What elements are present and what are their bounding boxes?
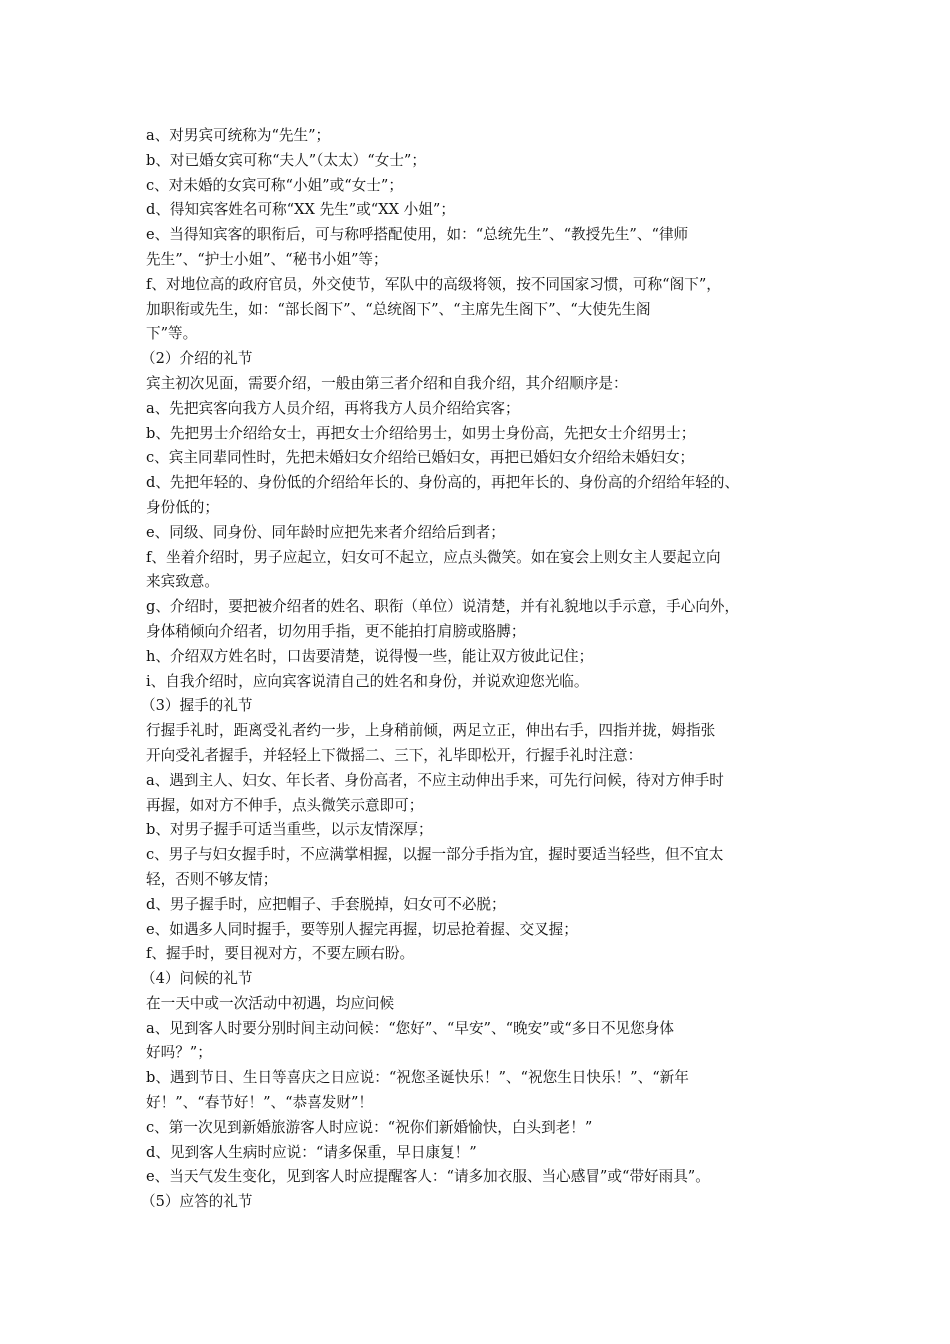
text-line: c、对未婚的女宾可称“小姐”或“女士”；: [146, 176, 403, 194]
section-heading: （3）握手的礼节: [141, 697, 253, 715]
text-line: a、先把宾客向我方人员介绍，再将我方人员介绍给宾客；: [146, 399, 520, 417]
text-line: 轻，否则不够友情；: [146, 870, 278, 888]
text-line: g、介绍时，要把被介绍者的姓名、职衔（单位）说清楚，并有礼貌地以手示意，手心向外，: [146, 598, 740, 616]
section-heading: （5）应答的礼节: [141, 1193, 253, 1211]
text-line: d、先把年轻的、身份低的介绍给年长的、身份高的，再把年长的、身份高的介绍给年轻的、: [146, 474, 740, 492]
text-line: f、握手时，要目视对方，不要左顾右盼。: [146, 945, 415, 963]
text-line: 再握，如对方不伸手，点头微笑示意即可；: [146, 796, 424, 814]
text-line: h、介绍双方姓名时，口齿要清楚，说得慢一些，能让双方彼此记住；: [146, 647, 594, 665]
text-line: 来宾致意。: [146, 573, 219, 591]
text-line: 宾主初次见面，需要介绍，一般由第三者介绍和自我介绍，其介绍顺序是：: [146, 374, 628, 392]
text-line: b、遇到节日、生日等喜庆之日应说：“祝您圣诞快乐！”、“祝您生日快乐！”、“新年: [146, 1069, 689, 1087]
text-line: f、坐着介绍时，男子应起立，妇女可不起立，应点头微笑。如在宴会上则女主人要起立向: [146, 548, 721, 566]
text-line: i、自我介绍时，应向宾客说清自己的姓名和身份，并说欢迎您光临。: [146, 672, 589, 690]
text-line: e、当天气发生变化，见到客人时应提醒客人：“请多加衣服、当心感冒”或“带好雨具”。: [146, 1168, 710, 1186]
text-line: d、男子握手时，应把帽子、手套脱掉，妇女可不必脱；: [146, 895, 506, 913]
document-body: [141, 124, 822, 1215]
text-line: 先生”、“护士小姐”、“秘书小姐”等；: [146, 250, 388, 268]
text-line: 身份低的；: [146, 498, 219, 516]
text-line: 身体稍倾向介绍者，切勿用手指，更不能拍打肩膀或胳膊；: [146, 622, 526, 640]
text-line: 开向受礼者握手，并轻轻上下微摇二、三下，礼毕即松开，行握手礼时注意：: [146, 746, 643, 764]
text-line: c、第一次见到新婚旅游客人时应说：“祝你们新婚愉快，白头到老！”: [146, 1118, 593, 1136]
text-line: b、先把男士介绍给女士，再把女士介绍给男士，如男士身份高，先把女士介绍男士；: [146, 424, 696, 442]
text-line: 在一天中或一次活动中初遇，均应问候: [146, 994, 395, 1012]
text-line: a、对男宾可统称为“先生”；: [146, 127, 331, 144]
text-line: 加职衔或先生，如：“部长阁下”、“总统阁下”、“主席先生阁下”、“大使先生阁: [146, 300, 651, 318]
text-line: c、男子与妇女握手时，不应满掌相握，以握一部分手指为宜，握时要适当轻些，但不宜太: [146, 846, 724, 864]
section-heading: （2）介绍的礼节: [141, 350, 253, 368]
text-line: b、对男子握手可适当重些，以示友情深厚；: [146, 821, 433, 839]
text-line: a、见到客人时要分别时间主动问候：“您好”、“早安”、“晚安”或“多日不见您身体: [146, 1019, 674, 1037]
text-line: 下”等。: [146, 325, 198, 343]
text-line: c、宾主同辈同性时，先把未婚妇女介绍给已婚妇女，再把已婚妇女介绍给未婚妇女；: [146, 449, 695, 467]
text-line: e、同级、同身份、同年龄时应把先来者介绍给后到者；: [146, 523, 505, 541]
text-line: 好！”、“春节好！”、“恭喜发财”！: [146, 1094, 374, 1112]
text-line: a、遇到主人、妇女、年长者、身份高者，不应主动伸出手来，可先行问候，待对方伸手时: [146, 771, 724, 789]
text-line: 好吗？”；: [146, 1044, 212, 1062]
text-line: e、当得知宾客的职衔后，可与称呼搭配使用，如：“总统先生”、“教授先生”、“律师: [146, 226, 689, 244]
text-line: e、如遇多人同时握手，要等别人握完再握，切忌抢着握、交叉握；: [146, 920, 578, 938]
section-heading: （4）问候的礼节: [141, 970, 253, 988]
text-line: d、得知宾客姓名可称“XX 先生”或“XX 小姐”；: [146, 201, 455, 219]
text-line: f、对地位高的政府官员，外交使节，军队中的高级将领，按不同国家习惯，可称“阁下”，: [146, 275, 721, 293]
text-line: b、对已婚女宾可称“夫人”（太太）“女士”；: [146, 151, 426, 169]
text-line: 行握手礼时，距离受礼者约一步，上身稍前倾，两足立正，伸出右手，四指并拢，姆指张: [146, 722, 716, 740]
text-line: d、见到客人生病时应说：“请多保重，早日康复！”: [146, 1143, 477, 1161]
